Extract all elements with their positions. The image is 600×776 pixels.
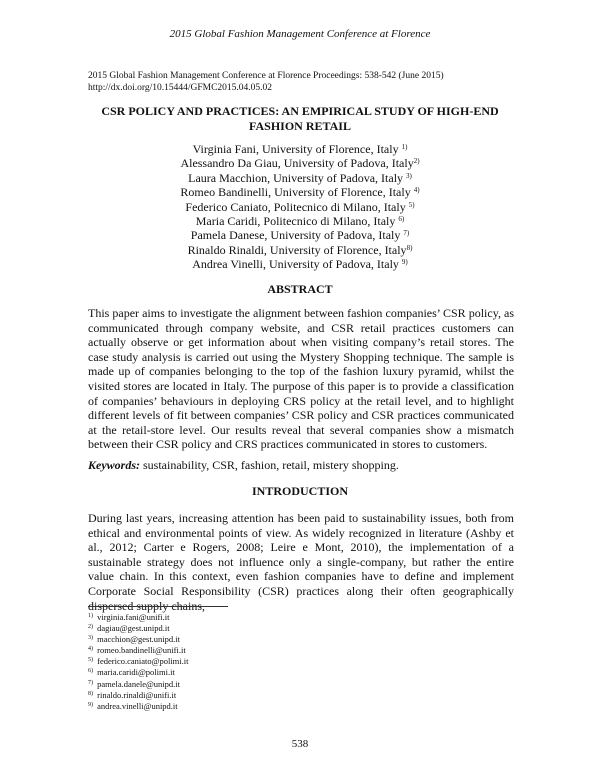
footnote-email: dagiau@gest.unipd.it xyxy=(97,623,170,634)
author-footnote-mark: 1) xyxy=(401,143,408,151)
author-footnote-mark: 2) xyxy=(413,157,420,166)
author-footnote-mark: 6) xyxy=(398,215,405,224)
paper-title: CSR POLICY AND PRACTICES: AN EMPIRICAL STUDY OF HIGH-END FASHION RETAIL xyxy=(101,104,499,133)
author-list xyxy=(90,142,510,272)
keywords-line xyxy=(88,458,514,473)
author-name: Pamela Danese, University of Padova, Italy xyxy=(190,228,401,243)
footnote-email: macchion@gest.unipd.it xyxy=(97,634,181,645)
footnote-item xyxy=(88,645,388,656)
footnote-mark: 9) xyxy=(88,701,93,708)
author-name: Maria Caridi, Politecnico di Milano, Italy xyxy=(195,214,396,229)
author-footnote-mark: 5) xyxy=(408,200,415,209)
footnote-item xyxy=(88,612,388,623)
footnote-email: maria.caridi@polimi.it xyxy=(97,667,175,678)
footnote-mark: 7) xyxy=(88,679,93,686)
author-name: Laura Macchion, University of Padova, Italy xyxy=(188,170,404,185)
proceedings-citation: 2015 Global Fashion Management Conference at Florence Proceedings: 538-542 (June 2015) xyxy=(88,71,444,81)
author-line xyxy=(90,257,510,271)
keywords-label: Keywords: xyxy=(88,458,140,472)
author-name: Federico Caniato, Politecnico di Milano, Italy xyxy=(185,199,406,214)
footnote-email: virginia.fani@unifi.it xyxy=(97,612,170,622)
footnote-mark: 3) xyxy=(88,635,93,642)
author-footnote-mark: 8) xyxy=(406,243,413,252)
author-line xyxy=(90,200,510,214)
page-number: 538 xyxy=(291,738,309,750)
introduction-heading: INTRODUCTION xyxy=(251,484,348,498)
footnote-list xyxy=(88,612,388,712)
footnote-mark: 8) xyxy=(88,690,93,697)
keywords-text: sustainability, CSR, fashion, retail, mistery shopping. xyxy=(140,458,399,472)
author-line xyxy=(90,156,510,170)
author-line xyxy=(90,142,510,156)
author-footnote-mark: 9) xyxy=(401,258,408,267)
footnote-item xyxy=(88,679,388,690)
author-line xyxy=(90,214,510,228)
introduction-text: During last years, increasing attention has been paid to sustainability issues, both from ethical and environmental points of view. As widely recognized in literature (Ashby et al., 2012; Carter e Rogers, 2008; Leire e Mont, 2010), the implementation of a sustainable strategy does not influence only a single-company, but rather the entire value chain. In this context, even fashion companies have to define and implement Corporate Social Responsibility (CSR) practices along their often geographically dispersed supply chains, xyxy=(88,511,514,613)
proceedings-info xyxy=(88,70,528,94)
footnote-mark: 6) xyxy=(88,668,93,675)
author-footnote-mark: 7) xyxy=(403,229,410,238)
footnote-item xyxy=(88,667,388,678)
footnote-email: andrea.vinelli@unipd.it xyxy=(97,700,178,711)
footnote-mark: 1) xyxy=(88,613,93,619)
proceedings-doi: http://dx.doi.org/10.15444/GFMC2015.04.05.02 xyxy=(88,83,273,93)
footnote-email: romeo.bandinelli@unifi.it xyxy=(97,645,186,656)
author-footnote-mark: 3) xyxy=(406,171,412,180)
author-line xyxy=(90,185,510,199)
author-line xyxy=(90,171,510,185)
footnote-item xyxy=(88,701,388,712)
footnote-divider xyxy=(88,606,228,607)
author-footnote-mark: 4) xyxy=(413,186,420,195)
footnote-email: pamela.danele@unipd.it xyxy=(97,678,181,689)
author-name: Alessandro Da Giau, University of Padova, Italy xyxy=(180,156,414,171)
footnote-email: rinaldo.rinaldi@unifi.it xyxy=(97,689,177,700)
author-name: Andrea Vinelli, University of Padova, Italy xyxy=(192,257,399,272)
footnote-item xyxy=(88,656,388,667)
author-name: Virginia Fani, University of Florence, Italy xyxy=(192,142,399,156)
footnote-mark: 2) xyxy=(88,624,93,631)
author-line xyxy=(90,228,510,242)
footnote-item xyxy=(88,690,388,701)
author-name: Rinaldo Rinaldi, University of Florence, Italy xyxy=(187,242,407,257)
author-line xyxy=(90,243,510,257)
footnote-item xyxy=(88,634,388,645)
author-name: Romeo Bandinelli, University of Florence, Italy xyxy=(180,185,411,200)
footnote-item xyxy=(88,623,388,634)
running-header: 2015 Global Fashion Management Conference at Florence xyxy=(169,28,431,40)
abstract-heading: ABSTRACT xyxy=(267,282,333,296)
footnote-mark: 5) xyxy=(88,657,93,664)
abstract-text: This paper aims to investigate the alignment between fashion companies’ CSR policy, as communicated through company website, and CSR retail practices customers can actually observe or get information about when visiting company’s retail stores. The case study analysis is carried out using the Mystery Shopping technique. The sample is made up of companies belonging to the top of the fashion luxury pyramid, whilst the visited stores are located in Italy. The purpose of this paper is to provide a classification of companies’ behaviours in deploying CRS policy at the retail level, and to highlight different levels of fit between companies’ CSR policy and CSR practices communicated at the retail-store level. Our results reveal that several companies show a mismatch between their CSR policy and CRS practices communicated in stores to customers. xyxy=(88,306,514,452)
footnote-mark: 4) xyxy=(88,646,93,653)
footnote-email: federico.caniato@polimi.it xyxy=(97,656,189,667)
